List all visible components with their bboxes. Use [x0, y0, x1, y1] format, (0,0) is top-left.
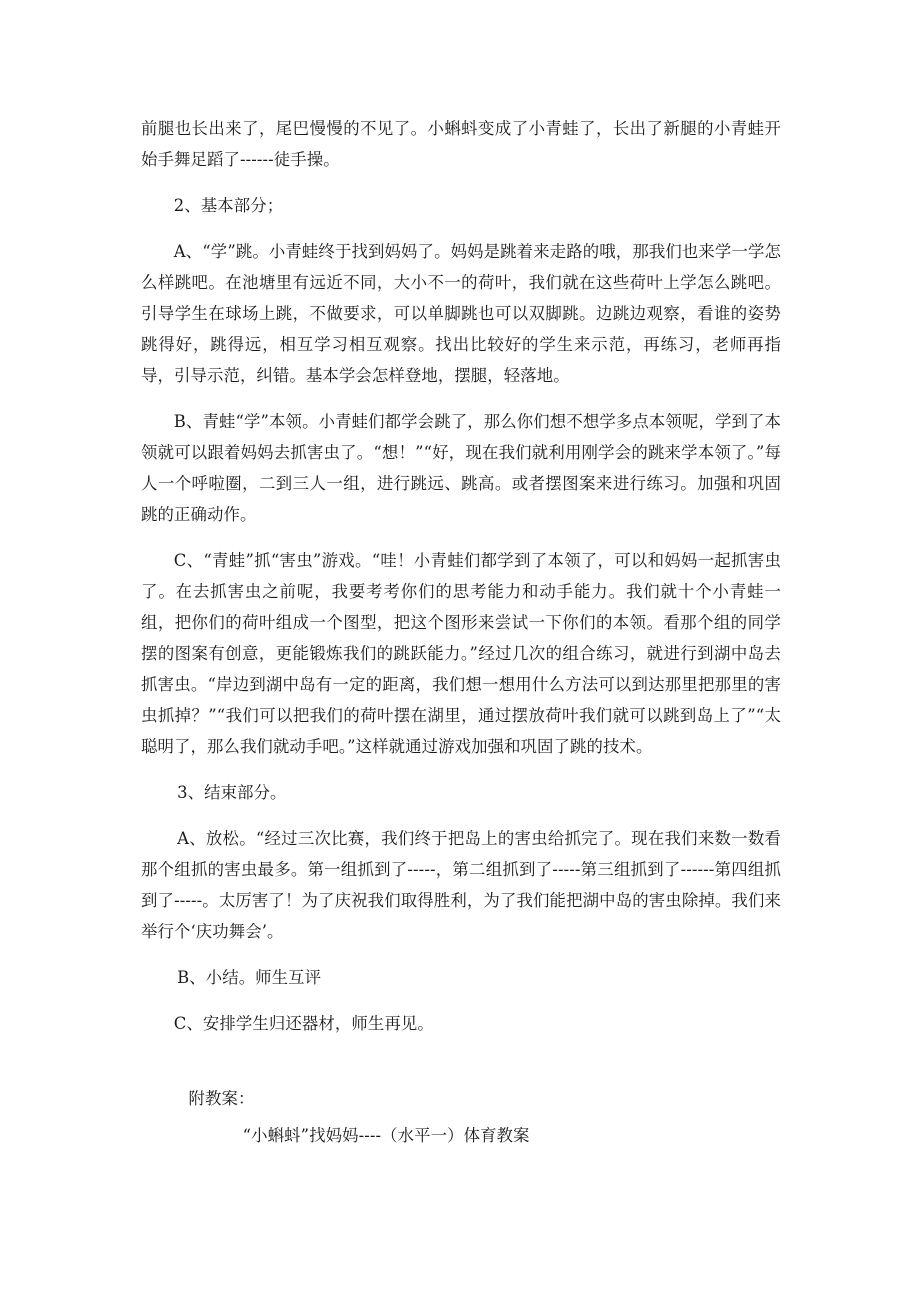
paragraph-summary: B、小结。师生互评 [177, 968, 322, 987]
document-body [141, 113, 781, 1151]
paragraph-continuation: 前腿也长出来了，尾巴慢慢的不见了。小蝌蚪变成了小青蛙了，长出了新腿的小青蛙开始手舞足蹈了------徒手操。 [141, 119, 781, 169]
appendix-label: 附教案： [188, 1089, 255, 1108]
section-heading-basic: 2、基本部分； [173, 196, 284, 215]
paragraph-return-equipment: C、安排学生归还器材，师生再见。 [173, 1014, 434, 1033]
paragraph-catch-pests-game: C、“青蛙”抓“害虫”游戏。“哇！小青蛙们都学到了本领了，可以和妈妈一起抓害虫了。在去抓害虫之前呢，我要考考你们的思考能力和动手能力。我们就十个小青蛙一组，把你们的荷叶组成一个图型，把这个图形来尝试一下你们的本领。看那个组的同学摆的图案有创意，更能锻炼我们的跳跃能力。”经过几次的组合练习，就进行到湖中岛去抓害虫。“岸边到湖中岛有一定的距离，我们想一想用什么方法可以到达那里把那里的害虫抓掉？”“我们可以把我们的荷叶摆在湖里，通过摆放荷叶我们就可以跳到岛上了”“太聪明了，那么我们就动手吧。”这样就通过游戏加强和巩固了跳的技术。 [141, 551, 781, 756]
paragraph-learn-skills: B、青蛙“学”本领。小青蛙们都学会跳了，那么你们想不想学多点本领呢，学到了本领就可以跟着妈妈去抓害虫了。“想！”“好，现在我们就利用刚学会的跳来学本领了。”每人一个呼啦圈，二到三人一组，进行跳远、跳高。或者摆图案来进行练习。加强和巩固跳的正确动作。 [141, 412, 781, 524]
paragraph-relax: A、放松。“经过三次比赛，我们终于把岛上的害虫给抓完了。现在我们来数一数看那个组抓的害虫最多。第一组抓到了-----，第二组抓到了-----第三组抓到了------第四组抓到了-----。太厉害了！为了庆祝我们取得胜利，为了我们能把湖中岛的害虫除掉。我们来举行个‘庆功舞会’。 [141, 829, 781, 941]
paragraph-learn-jump: A、“学”跳。小青蛙终于找到妈妈了。妈妈是跳着来走路的哦，那我们也来学一学怎么样跳吧。在池塘里有远近不同，大小不一的荷叶，我们就在这些荷叶上学怎么跳吧。引导学生在球场上跳，不做要求，可以单脚跳也可以双脚跳。边跳边观察，看谁的姿势跳得好，跳得远，相互学习相互观察。找出比较好的学生来示范，再练习，老师再指导，引导示范，纠错。基本学会怎样登地，摆腿，轻落地。 [141, 242, 781, 385]
appendix-title: “小蝌蚪”找妈妈----（水平一）体育教案 [242, 1126, 530, 1145]
section-heading-ending: 3、结束部分。 [177, 783, 287, 802]
